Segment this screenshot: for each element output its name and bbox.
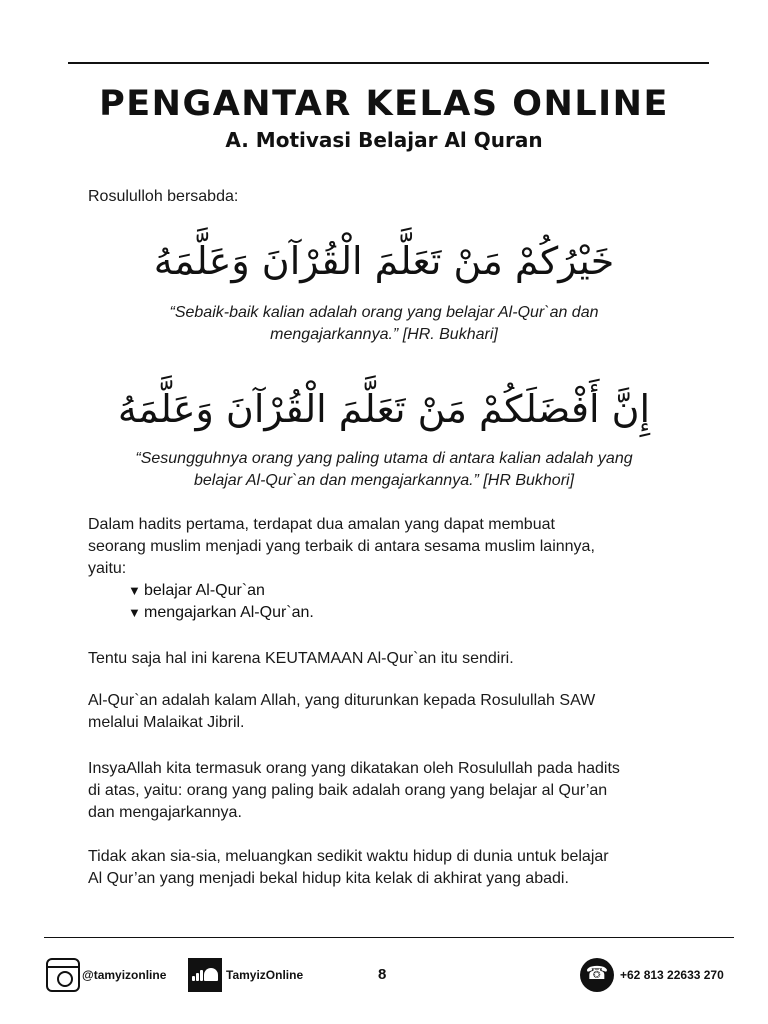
paragraph5-line2: Al Qur’an yang menjadi bekal hidup kita kelak di akhirat yang abadi. [88,870,569,887]
footer-instagram[interactable] [46,958,166,992]
intro-text: Rosululloh bersabda: [88,188,239,205]
hadith1-translation-line2: mengajarkannya.” [HR. Bukhari] [270,326,498,343]
paragraph3-line1: Al-Qur`an adalah kalam Allah, yang diturunkan kepada Rosulullah SAW [88,692,596,709]
top-divider [68,62,709,64]
hadith1-arabic: خَيْرُكُمْ مَنْ تَعَلَّمَ الْقُرْآنَ وَعَلَّمَهُ [153,239,615,283]
triangle-down-icon: ▼ [128,605,141,620]
list-item-label: belajar Al-Qur`an [144,582,265,599]
list-item-label: mengajarkan Al-Qur`an. [144,604,314,621]
list-item [128,580,265,602]
soundcloud-name: TamyizOnline [226,968,304,982]
paragraph4-line3: dan mengajarkannya. [88,804,242,821]
footer-soundcloud[interactable] [188,958,303,992]
instagram-icon [46,958,80,992]
section-subtitle: A. Motivasi Belajar Al Quran [225,128,543,152]
triangle-down-icon: ▼ [128,583,141,598]
list-item [128,602,314,624]
soundcloud-icon [188,958,222,992]
paragraph4-line1: InsyaAllah kita termasuk orang yang dikatakan oleh Rosulullah pada hadits [88,760,620,777]
hadith2-translation-line1: “Sesungguhnya orang yang paling utama di antara kalian adalah yang [135,450,633,467]
paragraph2: Tentu saja hal ini karena KEUTAMAAN Al-Qur`an itu sendiri. [88,650,514,667]
paragraph1-line3: yaitu: [88,560,127,577]
paragraph3-line2: melalui Malaikat Jibril. [88,714,245,731]
instagram-handle: @tamyizonline [82,968,167,982]
page-title: PENGANTAR KELAS ONLINE [99,84,669,124]
hadith2-translation-line2: belajar Al-Qur`an dan mengajarkannya.” [HR Bukhori] [193,472,575,489]
footer-whatsapp[interactable] [580,958,724,992]
paragraph4-line2: di atas, yaitu: orang yang paling baik adalah orang yang belajar al Qur’an [88,782,608,799]
footer-divider [44,937,734,938]
paragraph1-line1: Dalam hadits pertama, terdapat dua amalan yang dapat membuat [88,516,555,533]
page-number: 8 [378,966,387,983]
hadith1-translation-line1: “Sebaik-baik kalian adalah orang yang belajar Al-Qur`an dan [169,304,599,321]
hadith2-arabic: إِنَّ أَفْضَلَكُمْ مَنْ تَعَلَّمَ الْقُرْآنَ وَعَلَّمَهُ [117,387,651,431]
paragraph1-line2: seorang muslim menjadi yang terbaik di antara sesama muslim lainnya, [88,538,595,555]
phone-number: +62 813 22633 270 [620,968,724,982]
paragraph5-line1: Tidak akan sia-sia, meluangkan sedikit waktu hidup di dunia untuk belajar [88,848,609,865]
whatsapp-icon [580,958,614,992]
